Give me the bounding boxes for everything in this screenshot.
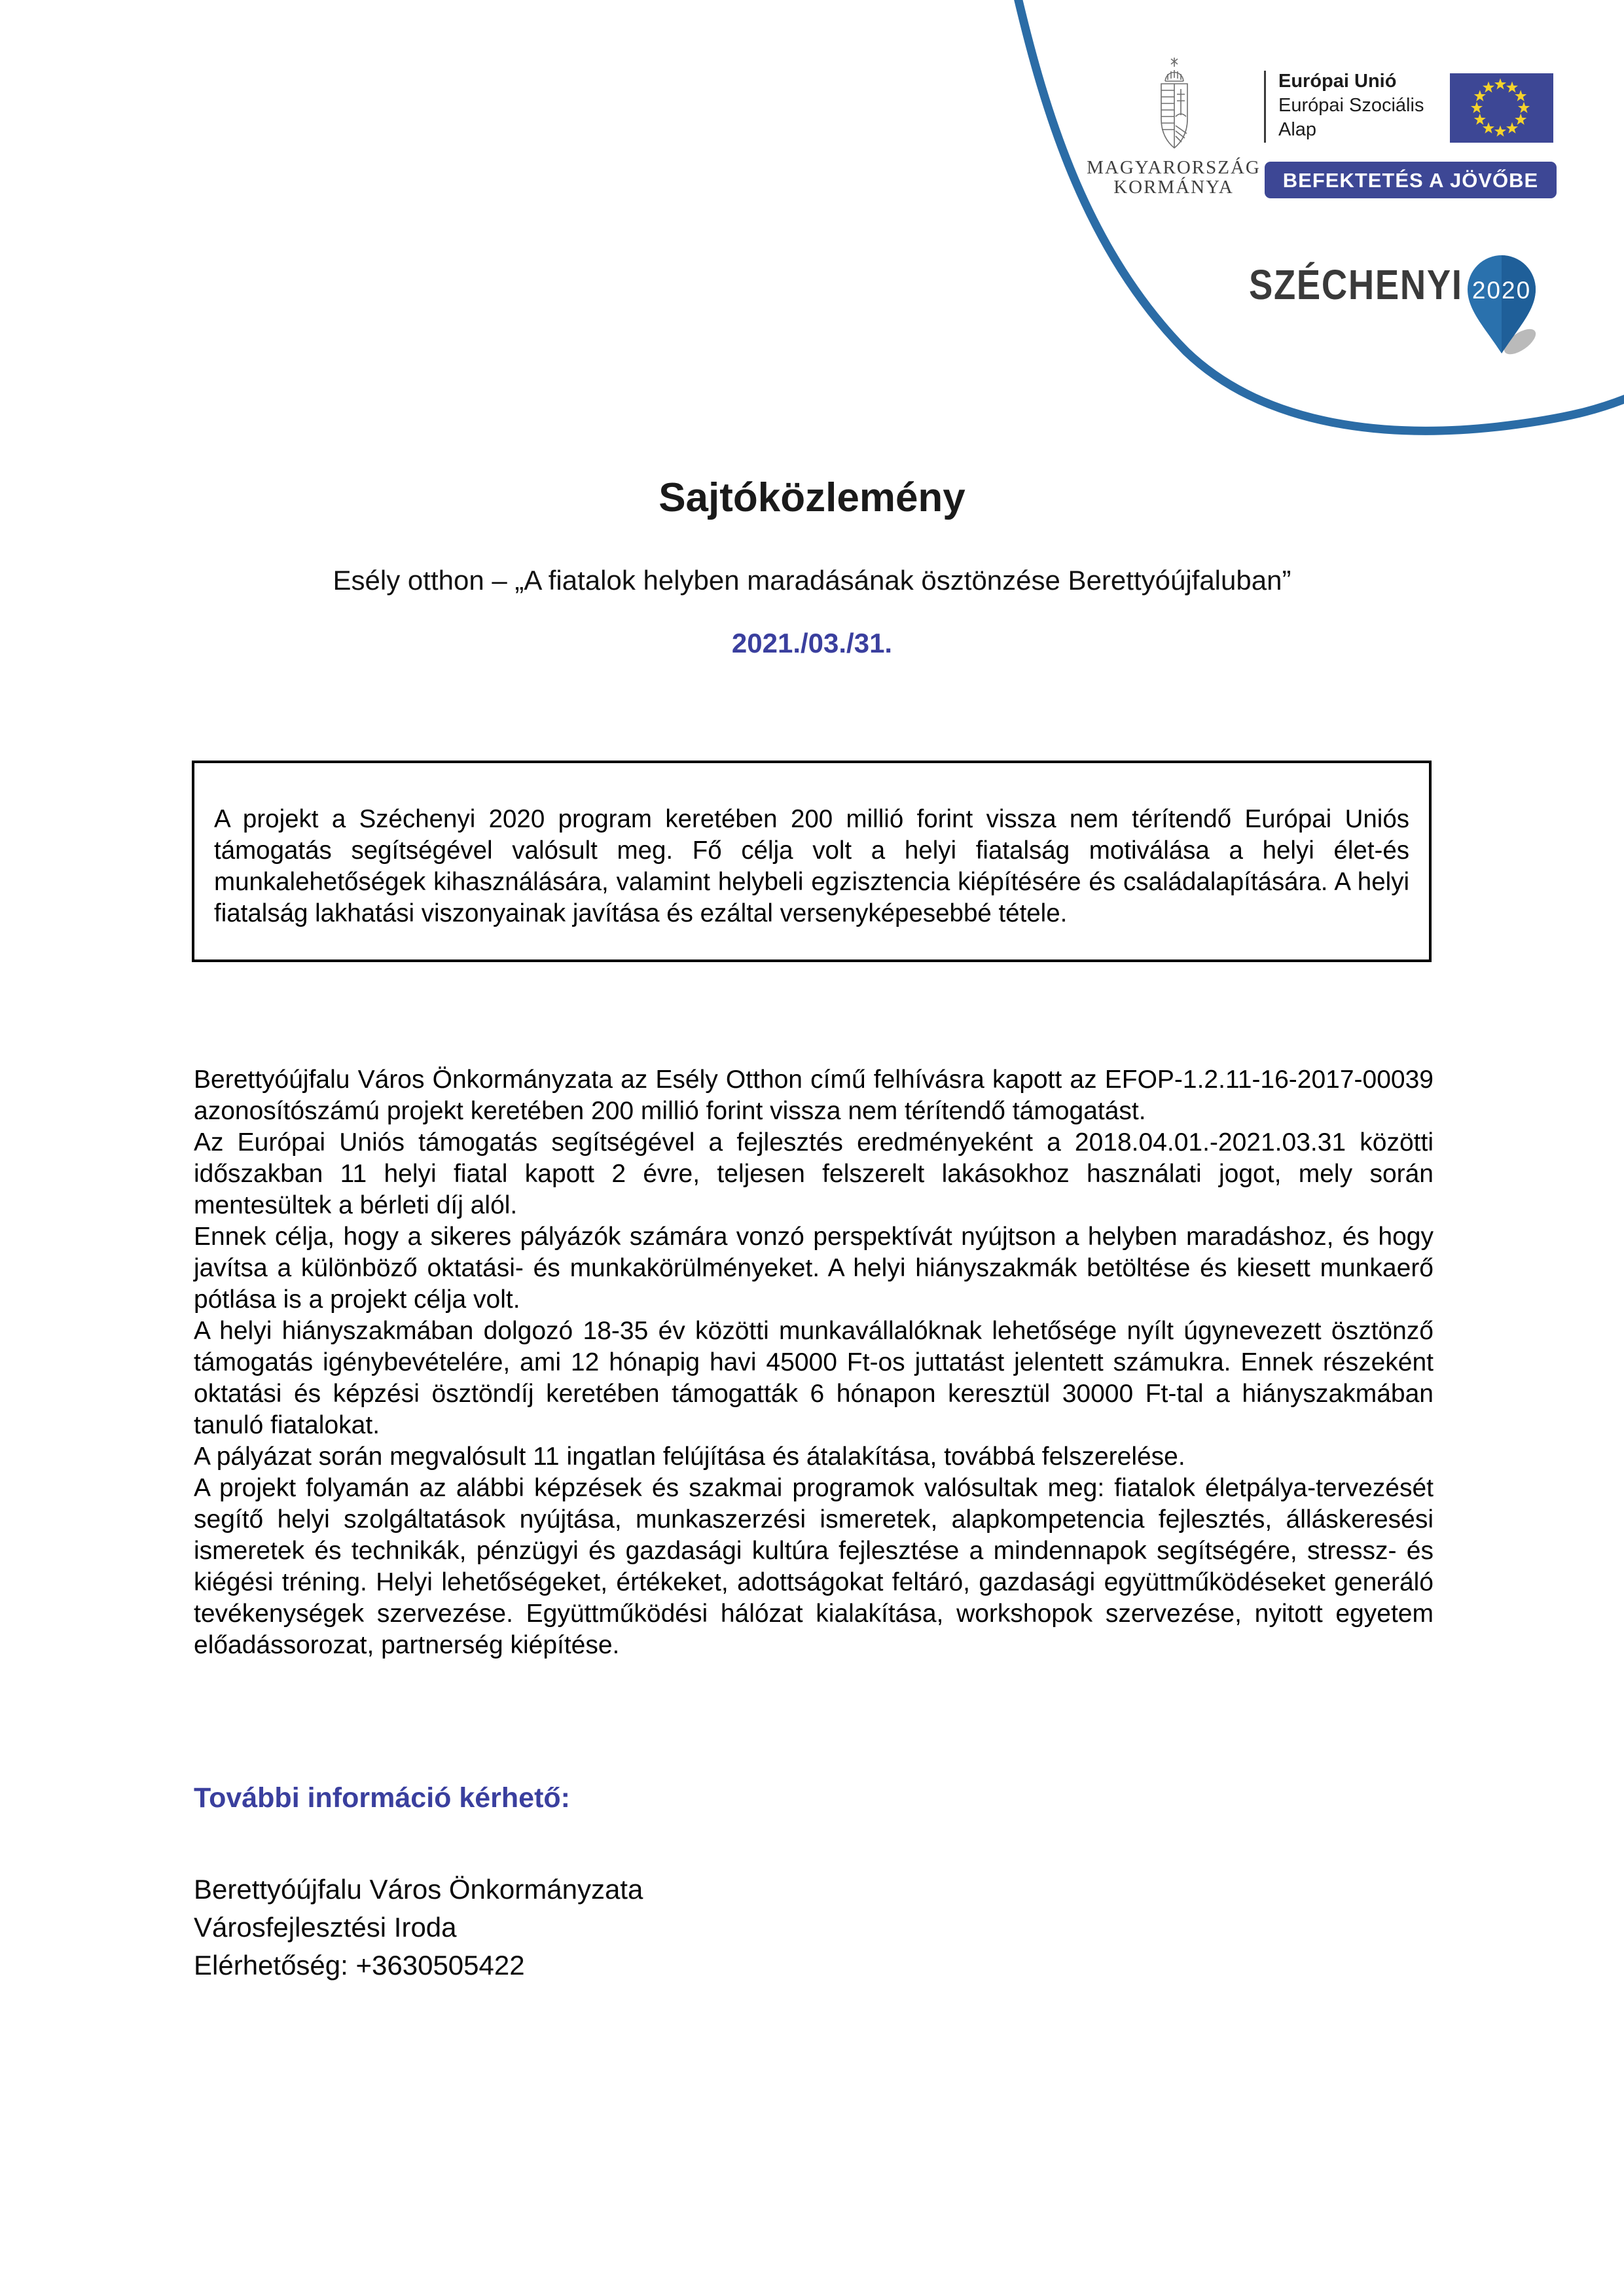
contact-block xyxy=(194,1871,643,1984)
investment-banner: BEFEKTETÉS A JÖVŐBE xyxy=(1265,162,1557,198)
szechenyi-2020-pin-icon xyxy=(1465,253,1538,357)
eu-label-line2: Európai Szociális xyxy=(1278,95,1424,116)
government-name-line1: MAGYARORSZÁG xyxy=(1087,157,1261,178)
eu-flag-icon xyxy=(1450,73,1553,143)
hungarian-coat-of-arms-icon xyxy=(1151,56,1198,153)
contact-line: Városfejlesztési Iroda xyxy=(194,1912,457,1943)
lead-summary-box: A projekt a Széchenyi 2020 program keretében 200 millió forint vissza nem térítendő Európai Uniós támogatás segítségével valósult meg. Fő célja volt a helyi fiatalság motiválása a helyi élet-és munkalehetőségek kihasználására, valamint helybeli egzisztencia kiépítésére és családalapítására. A helyi fiatalság lakhatási viszonyainak javítása és ezáltal versenyképesebbé tétele. xyxy=(192,761,1432,962)
page-title: Sajtóközlemény xyxy=(659,475,965,520)
logo-divider xyxy=(1264,71,1266,143)
body-text xyxy=(194,1064,1434,1661)
release-date: 2021./03./31. xyxy=(731,628,893,658)
body-paragraph: Ennek célja, hogy a sikeres pályázók számára vonzó perspektívát nyújtson a helyben maradáshoz, és hogy javítsa a különböző oktatási- és munkakörülményeket. A helyi hiányszakmák betöltése és kiesett munkaerő pótlása is a projekt célja volt. xyxy=(194,1223,1434,1314)
eu-label-line3: Alap xyxy=(1278,119,1317,140)
szechenyi-year-label: 2020 xyxy=(1471,277,1532,304)
contact-line: Berettyóújfalu Város Önkormányzata xyxy=(194,1874,643,1905)
body-paragraph: A pályázat során megvalósult 11 ingatlan felújítása és átalakítása, továbbá felszerelése. xyxy=(194,1443,1185,1471)
body-paragraph: A helyi hiányszakmában dolgozó 18-35 év közötti munkavállalóknak lehetősége nyílt úgynevezett ösztönző támogatás igénybevételére, ami 12 hónapig havi 45000 Ft-os juttatást jelentett számukra. Ennek részeként oktatási és képzési ösztöndíj keretében támogatták 6 hónapon keresztül 30000 Ft-tal a hiányszakmában tanuló fiatalokat. xyxy=(194,1317,1434,1439)
government-name-line2: KORMÁNYA xyxy=(1113,177,1234,198)
szechenyi-wordmark: SZÉCHENYI xyxy=(1249,261,1463,308)
more-info-heading: További információ kérhető: xyxy=(194,1782,570,1814)
government-wordmark xyxy=(1075,158,1272,197)
subtitle: Esély otthon – „A fiatalok helyben maradásának ösztönzése Berettyóújfaluban” xyxy=(333,565,1291,596)
eu-label-line1: Európai Unió xyxy=(1278,71,1397,92)
eu-fund-label xyxy=(1278,69,1424,142)
body-paragraph: A projekt folyamán az alábbi képzések és szakmai programok valósultak meg: fiatalok életpálya-tervezését segítő helyi szolgáltatások nyújtása, munkaszerzési ismeretek, alapkompetencia fejlesztés, álláskeresési ismeretek és technikák, pénzügyi és gazdasági kultúra fejlesztése a mindennapok segítségére, stressz- és kiégési tréning. Helyi lehetőségeket, értékeket, adottságokat feltáró, gazdasági együttműködéseket generáló tevékenységek szervezése. Együttműködési hálózat kialakítása, workshopok szervezése, nyitott egyetem előadássorozat, partnerség kiépítése. xyxy=(194,1474,1434,1659)
body-paragraph: Berettyóújfalu Város Önkormányzata az Esély Otthon című felhívásra kapott az EFOP-1.2.11-16-2017-00039 azonosítószámú projekt keretében 200 millió forint vissza nem térítendő támogatást. xyxy=(194,1066,1434,1125)
contact-line: Elérhetőség: +3630505422 xyxy=(194,1950,525,1981)
body-paragraph: Az Európai Uniós támogatás segítségével a fejlesztés eredményeként a 2018.04.01.-2021.03.31 közötti időszakban 11 helyi fiatal kapott 2 évre, teljesen felszerelt lakásokhoz használati jogot, mely során mentesültek a bérleti díj alól. xyxy=(194,1128,1434,1219)
